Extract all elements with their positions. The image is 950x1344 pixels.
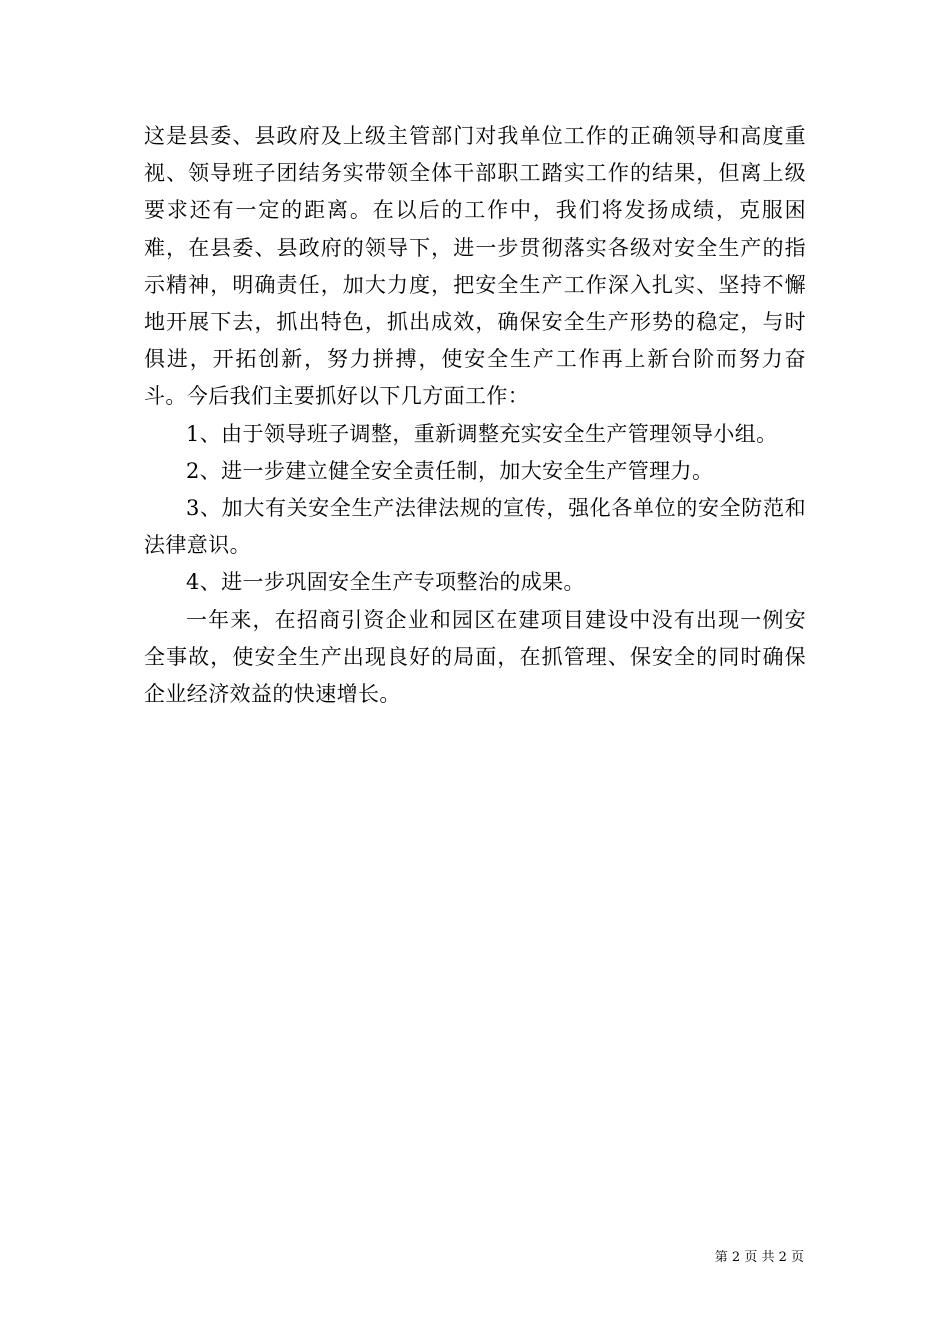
paragraph-intro: 这是县委、县政府及上级主管部门对我单位工作的正确领导和高度重视、领导班子团结务实带领全体干部职工踏实工作的结果，但离上级要求还有一定的距离。在以后的工作中，我们将发扬成绩，克服困难，在县委、县政府的领导下，进一步贯彻落实各级对安全生产的指示精神，明确责任，加大力度，把安全生产工作深入扎实、坚持不懈地开展下去，抓出特色，抓出成效，确保安全生产形势的稳定，与时俱进，开拓创新，努力拼搏，使安全生产工作再上新台阶而努力奋斗。今后我们主要抓好以下几方面工作： (144, 124, 806, 409)
paragraph-item-2: 2、进一步建立健全安全责任制，加大安全生产管理力。 (186, 458, 714, 483)
paragraph-conclusion: 一年来，在招商引资企业和园区在建项目建设中没有出现一例安全事故，使安全生产出现良好的局面，在抓管理、保安全的同时确保企业经济效益的快速增长。 (144, 607, 806, 707)
document-body (144, 118, 806, 713)
paragraph-item-4: 4、进一步巩固安全生产专项整治的成果。 (186, 570, 585, 595)
page-number-footer: 第 2 页 共 2 页 (714, 1250, 804, 1265)
paragraph-item-3: 3、加大有关安全生产法律法规的宣传，强化各单位的安全防范和法律意识。 (144, 496, 806, 558)
paragraph-item-1: 1、由于领导班子调整，重新调整充实安全生产管理领导小组。 (186, 421, 778, 446)
